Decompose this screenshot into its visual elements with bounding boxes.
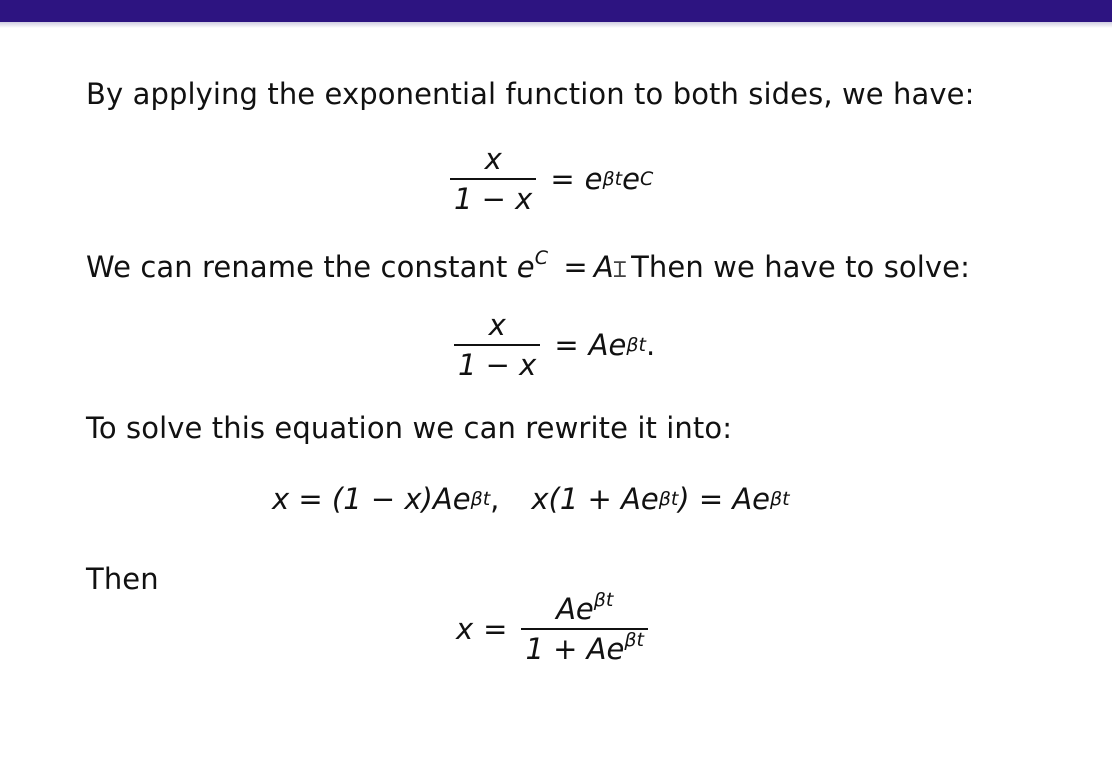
eq2-fraction — [454, 306, 540, 384]
eq2-denominator: 1 − x — [458, 347, 537, 382]
equation-4 — [456, 590, 652, 668]
eq1-equals: = — [550, 161, 575, 196]
slide-title-bar — [0, 0, 1112, 22]
rewrite-text: To solve this equation we can rewrite it into: — [86, 411, 733, 445]
rename-e: e — [516, 250, 535, 284]
rename-suffix: Then we have to solve: — [631, 250, 970, 284]
eq4-equals: = — [483, 611, 508, 646]
eq2-equals: = — [554, 327, 579, 362]
rename-A: A — [593, 250, 614, 284]
eq3-part2-b: ) = Ae — [678, 482, 771, 516]
eq4-num-exp: βt — [593, 589, 614, 611]
rename-constant-text — [86, 249, 970, 289]
eq2-period: . — [645, 327, 656, 362]
then-text: Then — [86, 562, 159, 596]
equation-2: $\frac{x}{1 - x}$ = Ae βt . — [450, 306, 655, 384]
eq4-den-exp: βt — [624, 628, 644, 651]
eq1-denominator: 1 − x — [454, 181, 533, 216]
eq2-numerator: x — [488, 308, 506, 342]
eq4-lhs: x — [456, 611, 474, 646]
rename-equals: = — [563, 250, 588, 284]
eq4-fraction — [521, 590, 647, 668]
eq1-rhs-e1: e — [584, 161, 603, 196]
rename-prefix: We can rename the constant — [86, 250, 508, 284]
rename-e-exp: C — [534, 247, 549, 269]
intro-text: By applying the exponential function to both sides, we have: — [86, 77, 975, 111]
eq1-numerator: x — [484, 142, 502, 176]
eq1-fraction — [450, 140, 536, 218]
eq4-numerator — [552, 590, 617, 628]
title-bar-shadow — [0, 22, 1112, 28]
eq2-rhs: Ae — [588, 327, 627, 362]
eq4-den-base: 1 + Ae — [525, 631, 625, 666]
equation-1: $\frac{x}{1 - x}$ = e βt e C — [446, 140, 653, 218]
eq4-denominator — [521, 630, 647, 668]
eq3-part2-a: x(1 + Ae — [531, 482, 659, 516]
eq3-comma: , — [490, 482, 500, 516]
equation-3: x = (1 − x)Ae βt , x(1 + Ae βt ) = Ae βt — [272, 482, 790, 516]
eq3-part1: x = (1 − x)Ae — [272, 482, 471, 516]
eq1-rhs-e2: e — [622, 161, 640, 196]
text-cursor-icon: Ɪ — [613, 258, 627, 283]
eq4-num-base: Ae — [556, 592, 594, 626]
